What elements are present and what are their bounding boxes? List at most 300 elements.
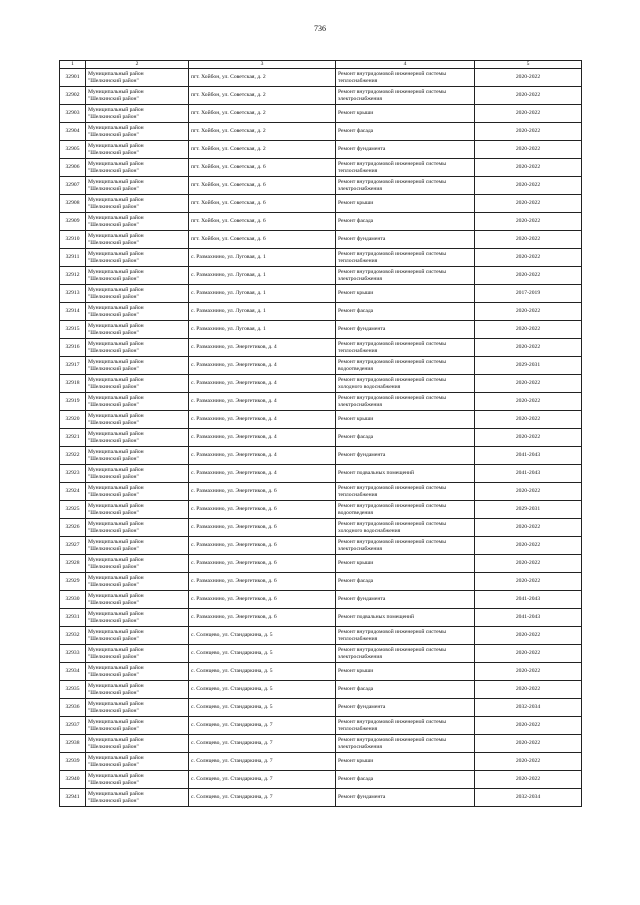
cell-line: Муниципальный район	[88, 124, 144, 131]
period-cell: 2032-2034	[475, 699, 582, 717]
work-type-cell	[336, 717, 475, 735]
table-row	[60, 447, 582, 465]
work-type-cell	[336, 339, 475, 357]
district-cell	[86, 537, 189, 555]
district-cell	[86, 429, 189, 447]
row-number-cell: 32920	[60, 411, 86, 429]
address-cell: с. Солнцево, ул. Стандаркина, д. 7	[189, 771, 336, 789]
cell-line: Муниципальный район	[88, 502, 144, 509]
cell-line: Ремонт внутридомовой инженерной системы	[338, 268, 446, 275]
address-cell: с. Размахнино, ул. Луговая, д. 1	[189, 285, 336, 303]
table-row	[60, 177, 582, 195]
table-row	[60, 231, 582, 249]
period-cell: 2020-2022	[475, 195, 582, 213]
period-cell: 2020-2022	[475, 753, 582, 771]
period-cell: 2020-2022	[475, 483, 582, 501]
cell-line: "Шелкинский район"	[88, 203, 139, 210]
cell-line: Муниципальный район	[88, 106, 144, 113]
cell-line: Муниципальный район	[88, 538, 144, 545]
period-cell: 2020-2022	[475, 663, 582, 681]
period-cell: 2020-2022	[475, 339, 582, 357]
cell-line: Ремонт крыши	[338, 290, 374, 296]
cell-line: Муниципальный район	[88, 412, 144, 419]
cell-line: Ремонт подвальных помещений	[338, 614, 415, 620]
cell-line: "Шелкинский район"	[88, 779, 139, 786]
cell-line: Ремонт внутридомовой инженерной системы	[338, 88, 446, 95]
period-cell: 2020-2022	[475, 321, 582, 339]
period-cell: 2020-2022	[475, 555, 582, 573]
address-cell: с. Солнцево, ул. Стандаркина, д. 5	[189, 663, 336, 681]
table-row	[60, 249, 582, 267]
cell-line: Муниципальный район	[88, 718, 144, 725]
address-cell: с. Размахнино, ул. Энергетиков, д. 4	[189, 411, 336, 429]
cell-line: Муниципальный район	[88, 178, 144, 185]
row-number-cell: 32930	[60, 591, 86, 609]
cell-line: Ремонт внутридомовой инженерной системы	[338, 178, 446, 185]
cell-line: "Шелкинский район"	[88, 725, 139, 732]
cell-line: Ремонт фундамента	[338, 596, 386, 602]
table-row	[60, 105, 582, 123]
cell-line: Муниципальный район	[88, 376, 144, 383]
row-number-cell: 32931	[60, 609, 86, 627]
table-row	[60, 789, 582, 807]
cell-line: Ремонт фасада	[338, 686, 374, 692]
row-number-cell: 32909	[60, 213, 86, 231]
row-number-cell: 32917	[60, 357, 86, 375]
work-type-cell	[336, 303, 475, 321]
work-type-cell	[336, 69, 475, 87]
cell-line: Муниципальный район	[88, 394, 144, 401]
period-cell: 2029-2031	[475, 501, 582, 519]
work-type-cell	[336, 87, 475, 105]
cell-line: "Шелкинский район"	[88, 257, 139, 264]
address-cell: с. Солнцево, ул. Стандаркина, д. 7	[189, 789, 336, 807]
district-cell	[86, 411, 189, 429]
row-number-cell: 32936	[60, 699, 86, 717]
cell-line: Ремонт внутридомовой инженерной системы	[338, 376, 446, 383]
work-type-cell	[336, 735, 475, 753]
work-type-cell	[336, 357, 475, 375]
cell-line: "Шелкинский район"	[88, 617, 139, 624]
table-row	[60, 735, 582, 753]
row-number-cell: 32926	[60, 519, 86, 537]
cell-line: "Шелкинский район"	[88, 131, 139, 138]
cell-line: Муниципальный район	[88, 664, 144, 671]
district-cell	[86, 627, 189, 645]
work-type-cell	[336, 519, 475, 537]
period-cell: 2020-2022	[475, 735, 582, 753]
row-number-cell: 32933	[60, 645, 86, 663]
cell-line: Муниципальный район	[88, 448, 144, 455]
address-cell: с. Солнцево, ул. Стандаркина, д. 5	[189, 645, 336, 663]
column-header: 1	[60, 61, 86, 69]
cell-line: Ремонт подвальных помещений	[338, 470, 415, 476]
period-cell: 2020-2022	[475, 681, 582, 699]
cell-line: Муниципальный район	[88, 268, 144, 275]
period-cell: 2020-2022	[475, 537, 582, 555]
table-row	[60, 465, 582, 483]
cell-line: Ремонт внутридомовой инженерной системы	[338, 538, 446, 545]
cell-line: "Шелкинский район"	[88, 167, 139, 174]
work-type-cell	[336, 573, 475, 591]
district-cell	[86, 789, 189, 807]
district-cell	[86, 609, 189, 627]
district-cell	[86, 735, 189, 753]
cell-line: Муниципальный район	[88, 322, 144, 329]
address-cell: с. Размахнино, ул. Энергетиков, д. 6	[189, 573, 336, 591]
period-cell: 2020-2022	[475, 303, 582, 321]
cell-line: Муниципальный район	[88, 232, 144, 239]
period-cell: 2020-2022	[475, 429, 582, 447]
cell-line: Муниципальный район	[88, 646, 144, 653]
row-number-cell: 32940	[60, 771, 86, 789]
work-type-cell	[336, 285, 475, 303]
district-cell	[86, 555, 189, 573]
row-number-cell: 32925	[60, 501, 86, 519]
cell-line: "Шелкинский район"	[88, 527, 139, 534]
cell-line: "Шелкинский район"	[88, 419, 139, 426]
cell-line: "Шелкинский район"	[88, 401, 139, 408]
work-type-cell	[336, 105, 475, 123]
district-cell	[86, 123, 189, 141]
period-cell: 2032-2034	[475, 789, 582, 807]
address-cell: с. Размахнино, ул. Энергетиков, д. 6	[189, 591, 336, 609]
address-cell: с. Размахнино, ул. Энергетиков, д. 4	[189, 357, 336, 375]
work-type-cell	[336, 213, 475, 231]
cell-line: Муниципальный район	[88, 592, 144, 599]
period-cell: 2020-2022	[475, 123, 582, 141]
address-cell: с. Солнцево, ул. Стандаркина, д. 5	[189, 627, 336, 645]
period-cell: 2020-2022	[475, 141, 582, 159]
period-cell: 2020-2022	[475, 87, 582, 105]
cell-line: Ремонт фасада	[338, 308, 374, 314]
cell-line: Ремонт фундамента	[338, 236, 386, 242]
cell-line: Ремонт внутридомовой инженерной системы	[338, 358, 446, 365]
cell-line: Ремонт внутридомовой инженерной системы	[338, 484, 446, 491]
work-type-cell	[336, 753, 475, 771]
table-row	[60, 69, 582, 87]
cell-line: "Шелкинский район"	[88, 185, 139, 192]
cell-line: "Шелкинский район"	[88, 545, 139, 552]
cell-line: "Шелкинский район"	[88, 113, 139, 120]
row-number-cell: 32914	[60, 303, 86, 321]
period-cell: 2020-2022	[475, 573, 582, 591]
table-row	[60, 573, 582, 591]
row-number-cell: 32911	[60, 249, 86, 267]
cell-line: "Шелкинский район"	[88, 707, 139, 714]
cell-line: теплоснабжения	[338, 347, 378, 354]
period-cell: 2020-2022	[475, 177, 582, 195]
cell-line: Ремонт внутридомовой инженерной системы	[338, 394, 446, 401]
repair-schedule-table	[59, 60, 582, 807]
cell-line: Муниципальный район	[88, 736, 144, 743]
cell-line: электроснабжения	[338, 275, 382, 282]
cell-line: "Шелкинский район"	[88, 491, 139, 498]
address-cell: с. Размахнино, ул. Энергетиков, д. 6	[189, 519, 336, 537]
cell-line: холодного водоснабжения	[338, 383, 401, 390]
district-cell	[86, 663, 189, 681]
district-cell	[86, 519, 189, 537]
work-type-cell	[336, 141, 475, 159]
work-type-cell	[336, 231, 475, 249]
address-cell: пгт. Хойбон, ул. Советская, д. 2	[189, 105, 336, 123]
district-cell	[86, 159, 189, 177]
period-cell: 2041-2043	[475, 591, 582, 609]
cell-line: "Шелкинский район"	[88, 149, 139, 156]
row-number-cell: 32928	[60, 555, 86, 573]
period-cell: 2020-2022	[475, 69, 582, 87]
district-cell	[86, 465, 189, 483]
work-type-cell	[336, 501, 475, 519]
cell-line: "Шелкинский район"	[88, 77, 139, 84]
cell-line: Муниципальный район	[88, 286, 144, 293]
cell-line: "Шелкинский район"	[88, 437, 139, 444]
district-cell	[86, 177, 189, 195]
cell-line: "Шелкинский район"	[88, 689, 139, 696]
district-cell	[86, 267, 189, 285]
period-cell: 2020-2022	[475, 375, 582, 393]
cell-line: "Шелкинский район"	[88, 311, 139, 318]
work-type-cell	[336, 465, 475, 483]
row-number-cell: 32913	[60, 285, 86, 303]
cell-line: Муниципальный район	[88, 610, 144, 617]
cell-line: Ремонт фасада	[338, 434, 374, 440]
cell-line: теплоснабжения	[338, 491, 378, 498]
row-number-cell: 32922	[60, 447, 86, 465]
district-cell	[86, 501, 189, 519]
row-number-cell: 32908	[60, 195, 86, 213]
table-row	[60, 429, 582, 447]
address-cell: с. Солнцево, ул. Стандаркина, д. 7	[189, 753, 336, 771]
cell-line: Муниципальный район	[88, 574, 144, 581]
period-cell: 2017-2019	[475, 285, 582, 303]
address-cell: пгт. Хойбон, ул. Советская, д. 2	[189, 69, 336, 87]
cell-line: теплоснабжения	[338, 635, 378, 642]
cell-line: "Шелкинский район"	[88, 329, 139, 336]
district-cell	[86, 213, 189, 231]
cell-line: Муниципальный район	[88, 142, 144, 149]
period-cell: 2029-2031	[475, 357, 582, 375]
cell-line: Муниципальный район	[88, 520, 144, 527]
column-header: 3	[189, 61, 336, 69]
address-cell: пгт. Хойбон, ул. Советская, д. 6	[189, 213, 336, 231]
work-type-cell	[336, 195, 475, 213]
row-number-cell: 32921	[60, 429, 86, 447]
row-number-cell: 32923	[60, 465, 86, 483]
row-number-cell: 32915	[60, 321, 86, 339]
cell-line: Муниципальный район	[88, 304, 144, 311]
district-cell	[86, 699, 189, 717]
work-type-cell	[336, 591, 475, 609]
cell-line: Ремонт внутридомовой инженерной системы	[338, 160, 446, 167]
cell-line: Ремонт крыши	[338, 416, 374, 422]
cell-line: Ремонт фасада	[338, 776, 374, 782]
cell-line: "Шелкинский район"	[88, 347, 139, 354]
cell-line: "Шелкинский район"	[88, 563, 139, 570]
row-number-cell: 32903	[60, 105, 86, 123]
table-row	[60, 717, 582, 735]
cell-line: электроснабжения	[338, 743, 382, 750]
row-number-cell: 32910	[60, 231, 86, 249]
address-cell: с. Размахнино, ул. Энергетиков, д. 6	[189, 609, 336, 627]
table-row	[60, 483, 582, 501]
district-cell	[86, 141, 189, 159]
district-cell	[86, 285, 189, 303]
cell-line: "Шелкинский район"	[88, 671, 139, 678]
column-header: 2	[86, 61, 189, 69]
work-type-cell	[336, 123, 475, 141]
cell-line: Ремонт фундамента	[338, 326, 386, 332]
period-cell: 2020-2022	[475, 159, 582, 177]
work-type-cell	[336, 267, 475, 285]
period-cell: 2020-2022	[475, 267, 582, 285]
cell-line: "Шелкинский район"	[88, 581, 139, 588]
cell-line: Муниципальный район	[88, 484, 144, 491]
address-cell: с. Размахнино, ул. Энергетиков, д. 4	[189, 375, 336, 393]
district-cell	[86, 87, 189, 105]
cell-line: электроснабжения	[338, 95, 382, 102]
cell-line: Ремонт внутридомовой инженерной системы	[338, 520, 446, 527]
column-header: 4	[336, 61, 475, 69]
table-row	[60, 555, 582, 573]
address-cell: с. Солнцево, ул. Стандаркина, д. 5	[189, 699, 336, 717]
cell-line: Ремонт фундамента	[338, 146, 386, 152]
cell-line: Муниципальный район	[88, 160, 144, 167]
period-cell: 2020-2022	[475, 393, 582, 411]
district-cell	[86, 231, 189, 249]
work-type-cell	[336, 321, 475, 339]
cell-line: Муниципальный район	[88, 682, 144, 689]
cell-line: Ремонт фундамента	[338, 704, 386, 710]
district-cell	[86, 393, 189, 411]
cell-line: водоотведения	[338, 365, 373, 372]
row-number-cell: 32935	[60, 681, 86, 699]
table-row	[60, 375, 582, 393]
district-cell	[86, 645, 189, 663]
work-type-cell	[336, 393, 475, 411]
work-type-cell	[336, 699, 475, 717]
district-cell	[86, 591, 189, 609]
cell-line: "Шелкинский район"	[88, 221, 139, 228]
address-cell: с. Солнцево, ул. Стандаркина, д. 5	[189, 681, 336, 699]
work-type-cell	[336, 789, 475, 807]
period-cell: 2041-2043	[475, 447, 582, 465]
table-row	[60, 159, 582, 177]
row-number-cell: 32937	[60, 717, 86, 735]
table-row	[60, 195, 582, 213]
address-cell: с. Размахнино, ул. Луговая, д. 1	[189, 321, 336, 339]
row-number-cell: 32927	[60, 537, 86, 555]
cell-line: Муниципальный район	[88, 70, 144, 77]
row-number-cell: 32924	[60, 483, 86, 501]
cell-line: Ремонт крыши	[338, 758, 374, 764]
row-number-cell: 32932	[60, 627, 86, 645]
district-cell	[86, 573, 189, 591]
cell-line: Ремонт фасада	[338, 218, 374, 224]
table-row	[60, 303, 582, 321]
district-cell	[86, 483, 189, 501]
row-number-cell: 32939	[60, 753, 86, 771]
work-type-cell	[336, 537, 475, 555]
work-type-cell	[336, 609, 475, 627]
cell-line: Муниципальный район	[88, 790, 144, 797]
row-number-cell: 32916	[60, 339, 86, 357]
period-cell: 2020-2022	[475, 105, 582, 123]
period-cell: 2020-2022	[475, 213, 582, 231]
period-cell: 2020-2022	[475, 771, 582, 789]
cell-line: Ремонт крыши	[338, 560, 374, 566]
period-cell: 2020-2022	[475, 411, 582, 429]
cell-line: теплоснабжения	[338, 725, 378, 732]
address-cell: с. Размахнино, ул. Луговая, д. 1	[189, 249, 336, 267]
work-type-cell	[336, 447, 475, 465]
table-row	[60, 267, 582, 285]
table-row	[60, 699, 582, 717]
district-cell	[86, 339, 189, 357]
row-number-cell: 32902	[60, 87, 86, 105]
table-row	[60, 771, 582, 789]
table-row	[60, 411, 582, 429]
cell-line: "Шелкинский район"	[88, 509, 139, 516]
cell-line: Ремонт крыши	[338, 200, 374, 206]
address-cell: с. Размахнино, ул. Энергетиков, д. 4	[189, 339, 336, 357]
table-row	[60, 393, 582, 411]
table-row	[60, 681, 582, 699]
period-cell: 2041-2043	[475, 465, 582, 483]
cell-line: Муниципальный район	[88, 430, 144, 437]
cell-line: электроснабжения	[338, 545, 382, 552]
row-number-cell: 32918	[60, 375, 86, 393]
address-cell: с. Размахнино, ул. Энергетиков, д. 6	[189, 537, 336, 555]
cell-line: "Шелкинский район"	[88, 743, 139, 750]
cell-line: "Шелкинский район"	[88, 455, 139, 462]
cell-line: Муниципальный район	[88, 772, 144, 779]
table-row	[60, 87, 582, 105]
period-cell: 2041-2043	[475, 609, 582, 627]
row-number-cell: 32905	[60, 141, 86, 159]
work-type-cell	[336, 375, 475, 393]
table-row	[60, 645, 582, 663]
row-number-cell: 32912	[60, 267, 86, 285]
district-cell	[86, 771, 189, 789]
cell-line: "Шелкинский район"	[88, 635, 139, 642]
address-cell: пгт. Хойбон, ул. Советская, д. 6	[189, 177, 336, 195]
address-cell: пгт. Хойбон, ул. Советская, д. 6	[189, 159, 336, 177]
period-cell: 2020-2022	[475, 519, 582, 537]
work-type-cell	[336, 627, 475, 645]
work-type-cell	[336, 177, 475, 195]
row-number-cell: 32907	[60, 177, 86, 195]
address-cell: с. Размахнино, ул. Луговая, д. 1	[189, 267, 336, 285]
address-cell: с. Солнцево, ул. Стандаркина, д. 7	[189, 735, 336, 753]
work-type-cell	[336, 645, 475, 663]
work-type-cell	[336, 411, 475, 429]
cell-line: Муниципальный район	[88, 340, 144, 347]
address-cell: с. Размахнино, ул. Луговая, д. 1	[189, 303, 336, 321]
cell-line: Ремонт внутридомовой инженерной системы	[338, 250, 446, 257]
cell-line: теплоснабжения	[338, 77, 378, 84]
cell-line: Муниципальный район	[88, 358, 144, 365]
row-number-cell: 32919	[60, 393, 86, 411]
cell-line: Муниципальный район	[88, 466, 144, 473]
cell-line: Ремонт внутридомовой инженерной системы	[338, 646, 446, 653]
cell-line: "Шелкинский район"	[88, 797, 139, 804]
cell-line: "Шелкинский район"	[88, 365, 139, 372]
cell-line: "Шелкинский район"	[88, 653, 139, 660]
address-cell: с. Размахнино, ул. Энергетиков, д. 4	[189, 393, 336, 411]
district-cell	[86, 717, 189, 735]
cell-line: "Шелкинский район"	[88, 239, 139, 246]
